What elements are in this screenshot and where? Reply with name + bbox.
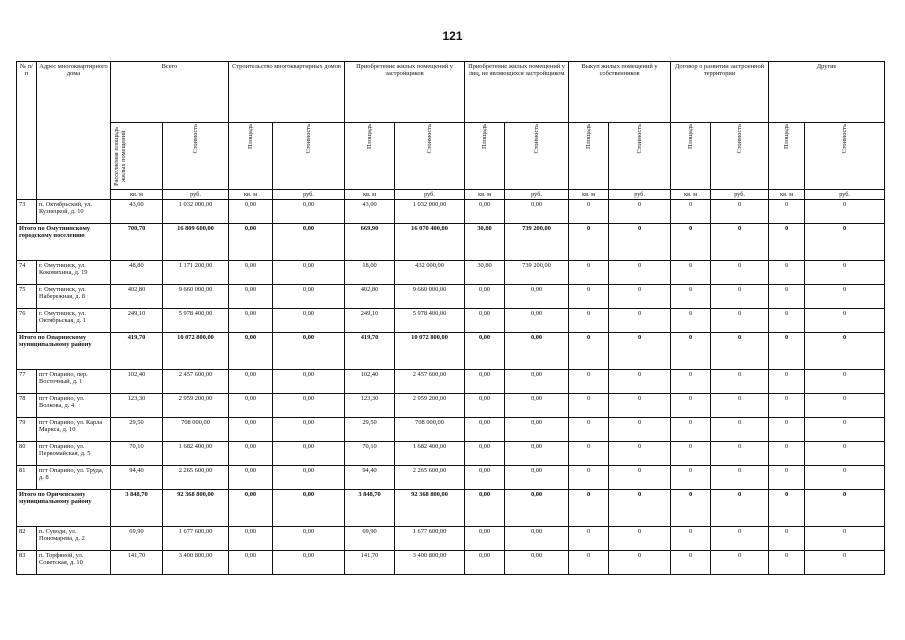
cell: 0	[805, 442, 885, 466]
cell: 419,70	[111, 333, 163, 370]
cell: 0	[569, 224, 609, 261]
cell: 0,00	[505, 309, 569, 333]
header-group-other: Другие	[769, 62, 885, 123]
cell: 0	[805, 527, 885, 551]
table-row	[17, 309, 885, 333]
row-number: 81	[17, 466, 37, 490]
header-group-construction: Строительство многоквартирных домов	[229, 62, 345, 123]
cell: 0	[671, 224, 711, 261]
cell: 0,00	[505, 370, 569, 394]
cell: 0	[769, 261, 805, 285]
table-row	[17, 466, 885, 490]
cell: 1 032 000,00	[395, 200, 465, 224]
cell: 0	[609, 333, 671, 370]
row-address: пгт Опарино, ул. Труда, д. 8	[37, 466, 111, 490]
cell: 432 000,00	[395, 261, 465, 285]
cell: 0	[609, 466, 671, 490]
table-row	[17, 261, 885, 285]
cell: 123,30	[345, 394, 395, 418]
cell: 0	[711, 224, 769, 261]
cell: 0	[569, 466, 609, 490]
total-row	[17, 490, 885, 527]
cell: 30,80	[465, 261, 505, 285]
cell: 0	[609, 224, 671, 261]
cell: 0,00	[229, 442, 273, 466]
cell: 5 978 400,00	[395, 309, 465, 333]
cell: 141,70	[345, 551, 395, 575]
cell: 0	[805, 370, 885, 394]
cell: 0	[671, 394, 711, 418]
cell: 1 682 400,00	[395, 442, 465, 466]
cell: 3 848,70	[111, 490, 163, 527]
subheader-row	[17, 123, 885, 190]
cell: 0,00	[505, 333, 569, 370]
cell: 29,50	[111, 418, 163, 442]
header-group-developer-purchase: Приобретение жилых помещений у застройщиков	[345, 62, 465, 123]
subheader-area: Площадь	[585, 124, 593, 149]
unit-cost: руб.	[505, 190, 569, 200]
cell: 0	[569, 370, 609, 394]
cell: 0	[609, 370, 671, 394]
cell: 0	[769, 333, 805, 370]
cell: 0	[769, 200, 805, 224]
cell: 0,00	[229, 370, 273, 394]
table-row	[17, 442, 885, 466]
cell: 0	[805, 333, 885, 370]
cell: 123,30	[111, 394, 163, 418]
cell: 0	[569, 418, 609, 442]
unit-area: кв. м	[671, 190, 711, 200]
unit-area: кв. м	[229, 190, 273, 200]
row-number: 73	[17, 200, 37, 224]
cell: 0	[609, 309, 671, 333]
cell: 0,00	[229, 394, 273, 418]
cell: 0	[671, 490, 711, 527]
cell: 0,00	[229, 285, 273, 309]
unit-area: кв. м	[111, 190, 163, 200]
cell: 0,00	[229, 224, 273, 261]
cell: 0,00	[273, 394, 345, 418]
cell: 0	[711, 394, 769, 418]
unit-cost: руб.	[711, 190, 769, 200]
cell: 0,00	[465, 418, 505, 442]
cell: 0	[711, 466, 769, 490]
cell: 0,00	[505, 527, 569, 551]
table-body	[17, 200, 885, 575]
cell: 0	[671, 418, 711, 442]
cell: 669,90	[345, 224, 395, 261]
row-address: пгт Опарино, пер. Восточный, д. 1	[37, 370, 111, 394]
subheader-area-total: Расселяемая площадь жилых помещений	[113, 126, 128, 186]
table-row	[17, 370, 885, 394]
header-group-nondeveloper-purchase: Приобретение жилых помещений у лиц, не являющихся застройщиком	[465, 62, 569, 123]
unit-area: кв. м	[465, 190, 505, 200]
cell: 0	[769, 527, 805, 551]
cell: 1 677 600,00	[163, 527, 229, 551]
cell: 0	[609, 261, 671, 285]
cell: 92 368 800,00	[395, 490, 465, 527]
cell: 0	[609, 527, 671, 551]
cell: 69,90	[111, 527, 163, 551]
cell: 0,00	[465, 551, 505, 575]
cell: 0,00	[229, 200, 273, 224]
unit-cost: руб.	[273, 190, 345, 200]
cell: 0,00	[229, 418, 273, 442]
cell: 5 978 400,00	[163, 309, 229, 333]
cell: 0,00	[229, 309, 273, 333]
cell: 0	[569, 200, 609, 224]
unit-area: кв. м	[769, 190, 805, 200]
cell: 0	[769, 285, 805, 309]
cell: 0	[569, 333, 609, 370]
table-row	[17, 200, 885, 224]
cell: 0,00	[465, 370, 505, 394]
total-label: Итого по Опаринскому муниципальному району	[17, 333, 111, 370]
cell: 739 200,00	[505, 261, 569, 285]
cell: 3 400 800,00	[163, 551, 229, 575]
cell: 0,00	[465, 394, 505, 418]
row-address: п. Суводи, ул. Пономарева, д. 2	[37, 527, 111, 551]
cell: 0,00	[465, 527, 505, 551]
cell: 0,00	[505, 418, 569, 442]
units-row	[17, 190, 885, 200]
cell: 0,00	[505, 200, 569, 224]
cell: 0,00	[273, 442, 345, 466]
cell: 708 000,00	[395, 418, 465, 442]
cell: 0,00	[465, 466, 505, 490]
cell: 2 457 600,00	[163, 370, 229, 394]
cell: 0	[769, 309, 805, 333]
cell: 0,00	[273, 200, 345, 224]
row-address: г. Омутнинск, ул. Набережная, д. 8	[37, 285, 111, 309]
cell: 0	[569, 261, 609, 285]
cell: 18,00	[345, 261, 395, 285]
cell: 0	[671, 285, 711, 309]
cell: 0,00	[273, 285, 345, 309]
cell: 402,80	[111, 285, 163, 309]
cell: 0,00	[273, 224, 345, 261]
header-group-development-agreement: Договор о развитии застроенной территории	[671, 62, 769, 123]
cell: 0	[711, 418, 769, 442]
cell: 249,10	[345, 309, 395, 333]
cell: 0	[671, 333, 711, 370]
subheader-cost: Стоимость	[426, 124, 433, 154]
cell: 1 032 000,00	[163, 200, 229, 224]
cell: 0,00	[273, 551, 345, 575]
cell: 0	[711, 285, 769, 309]
cell: 9 660 000,00	[163, 285, 229, 309]
unit-area: кв. м	[569, 190, 609, 200]
table-row	[17, 285, 885, 309]
cell: 0	[805, 309, 885, 333]
cell: 0,00	[465, 333, 505, 370]
cell: 708 000,00	[163, 418, 229, 442]
cell: 94,40	[345, 466, 395, 490]
cell: 402,80	[345, 285, 395, 309]
row-number: 74	[17, 261, 37, 285]
cell: 2 457 600,00	[395, 370, 465, 394]
row-address: пгт Опарино, ул. Карла Маркса, д. 10	[37, 418, 111, 442]
row-address: г. Омутнинск, ул. Коковихина, д. 19	[37, 261, 111, 285]
cell: 0	[711, 333, 769, 370]
cell: 70,10	[111, 442, 163, 466]
cell: 0	[769, 466, 805, 490]
row-address: п. Октябрьский, ул. Кузнецкой, д. 10	[37, 200, 111, 224]
cell: 0	[769, 551, 805, 575]
cell: 0	[711, 490, 769, 527]
cell: 0	[711, 200, 769, 224]
cell: 0,00	[229, 261, 273, 285]
cell: 0	[609, 394, 671, 418]
cell: 0,00	[465, 490, 505, 527]
cell: 0	[769, 394, 805, 418]
cell: 0,00	[505, 490, 569, 527]
cell: 0	[769, 370, 805, 394]
cell: 0	[711, 442, 769, 466]
cell: 0	[569, 285, 609, 309]
cell: 70,10	[345, 442, 395, 466]
subheader-cost: Стоимость	[841, 124, 849, 154]
cell: 0,00	[465, 309, 505, 333]
cell: 0,00	[505, 442, 569, 466]
row-number: 80	[17, 442, 37, 466]
cell: 0,00	[229, 490, 273, 527]
cell: 700,70	[111, 224, 163, 261]
cell: 2 959 200,00	[163, 394, 229, 418]
cell: 0	[569, 527, 609, 551]
cell: 0,00	[505, 394, 569, 418]
cell: 0,00	[505, 466, 569, 490]
row-number: 79	[17, 418, 37, 442]
cell: 0	[769, 442, 805, 466]
table-row	[17, 527, 885, 551]
cell: 10 072 800,00	[395, 333, 465, 370]
cell: 0,00	[505, 551, 569, 575]
cell: 3 400 800,00	[395, 551, 465, 575]
cell: 0	[609, 418, 671, 442]
total-label: Итого по Омутнинскому городскому поселению	[17, 224, 111, 261]
row-number: 83	[17, 551, 37, 575]
cell: 0	[711, 370, 769, 394]
total-label: Итого по Оричевскому муниципальному району	[17, 490, 111, 527]
cell: 0,00	[273, 333, 345, 370]
cell: 0	[671, 261, 711, 285]
header-group-buyout: Выкуп жилых помещений у собственников	[569, 62, 671, 123]
subheader-cost: Стоимость	[636, 124, 644, 154]
table-row	[17, 394, 885, 418]
cell: 0	[569, 394, 609, 418]
cell: 0	[805, 394, 885, 418]
cell: 0	[671, 466, 711, 490]
row-number: 78	[17, 394, 37, 418]
subheader-cost: Стоимость	[191, 124, 199, 154]
cell: 2 265 600,00	[163, 466, 229, 490]
cell: 0	[769, 490, 805, 527]
subheader-area: Площадь	[246, 124, 254, 149]
cell: 0	[805, 466, 885, 490]
header-no: № п/п	[17, 62, 37, 200]
cell: 739 200,00	[505, 224, 569, 261]
subheader-cost: Стоимость	[305, 124, 312, 154]
cell: 0	[805, 200, 885, 224]
cell: 0,00	[465, 200, 505, 224]
cell: 0,00	[465, 285, 505, 309]
cell: 1 682 400,00	[163, 442, 229, 466]
cell: 0,00	[505, 285, 569, 309]
cell: 0	[805, 261, 885, 285]
cell: 0	[711, 551, 769, 575]
header-row	[17, 62, 885, 123]
cell: 0,00	[273, 490, 345, 527]
cell: 0,00	[229, 551, 273, 575]
cell: 419,70	[345, 333, 395, 370]
cell: 48,80	[111, 261, 163, 285]
table-row	[17, 551, 885, 575]
cell: 0	[711, 527, 769, 551]
cell: 0	[711, 309, 769, 333]
cell: 92 368 800,00	[163, 490, 229, 527]
table-row	[17, 418, 885, 442]
cell: 0	[609, 200, 671, 224]
cell: 43,00	[111, 200, 163, 224]
unit-cost: руб.	[805, 190, 885, 200]
cell: 10 072 800,00	[163, 333, 229, 370]
cell: 0	[569, 442, 609, 466]
cell: 0	[671, 370, 711, 394]
cell: 0	[569, 551, 609, 575]
cell: 0,00	[273, 527, 345, 551]
cell: 0	[671, 551, 711, 575]
cell: 0,00	[465, 442, 505, 466]
cell: 141,70	[111, 551, 163, 575]
row-number: 76	[17, 309, 37, 333]
cell: 69,90	[345, 527, 395, 551]
row-address: пгт Опарино, ул. Волкова, д. 4	[37, 394, 111, 418]
cell: 2 265 600,00	[395, 466, 465, 490]
unit-cost: руб.	[609, 190, 671, 200]
cell: 1 677 600,00	[395, 527, 465, 551]
cell: 0	[805, 418, 885, 442]
cell: 94,40	[111, 466, 163, 490]
cell: 0	[609, 490, 671, 527]
subheader-area: Площадь	[687, 124, 695, 149]
cell: 0	[609, 442, 671, 466]
total-row	[17, 224, 885, 261]
cell: 0	[805, 224, 885, 261]
cell: 0	[569, 309, 609, 333]
row-address: пгт Опарино, ул. Первомайская, д. 5	[37, 442, 111, 466]
subheader-area: Площадь	[481, 124, 488, 149]
cell: 43,00	[345, 200, 395, 224]
cell: 0	[671, 309, 711, 333]
row-number: 77	[17, 370, 37, 394]
cell: 0	[805, 285, 885, 309]
cell: 0,00	[273, 309, 345, 333]
row-number: 75	[17, 285, 37, 309]
unit-cost: руб.	[163, 190, 229, 200]
cell: 3 848,70	[345, 490, 395, 527]
cell: 0	[805, 490, 885, 527]
cell: 16 070 400,00	[395, 224, 465, 261]
cell: 0	[609, 551, 671, 575]
cell: 0	[769, 224, 805, 261]
total-row	[17, 333, 885, 370]
cell: 0,00	[273, 466, 345, 490]
cell: 1 171 200,00	[163, 261, 229, 285]
subheader-cost: Стоимость	[736, 124, 744, 154]
header-address: Адрес многоквартирного дома	[37, 62, 111, 200]
cell: 0	[711, 261, 769, 285]
cell: 249,10	[111, 309, 163, 333]
cell: 102,40	[345, 370, 395, 394]
subheader-area: Площадь	[366, 124, 373, 149]
cell: 102,40	[111, 370, 163, 394]
subheader-cost: Стоимость	[533, 124, 541, 154]
row-address: г. Омутнинск, ул. Октябрьская, д. 1	[37, 309, 111, 333]
resettlement-table	[16, 61, 885, 575]
cell: 0,00	[229, 466, 273, 490]
unit-cost: руб.	[395, 190, 465, 200]
cell: 2 959 200,00	[395, 394, 465, 418]
cell: 0	[805, 551, 885, 575]
cell: 0,00	[229, 527, 273, 551]
cell: 0,00	[273, 261, 345, 285]
cell: 16 809 600,00	[163, 224, 229, 261]
cell: 0,00	[229, 333, 273, 370]
header-group-total: Всего	[111, 62, 229, 123]
cell: 0,00	[273, 370, 345, 394]
unit-area: кв. м	[345, 190, 395, 200]
cell: 0	[671, 442, 711, 466]
row-address: п. Торфяной, ул. Советская, д. 10	[37, 551, 111, 575]
cell: 9 660 000,00	[395, 285, 465, 309]
row-number: 82	[17, 527, 37, 551]
cell: 0,00	[273, 418, 345, 442]
subheader-area: Площадь	[783, 124, 791, 149]
cell: 0	[671, 200, 711, 224]
cell: 0	[609, 285, 671, 309]
cell: 0	[671, 527, 711, 551]
cell: 0	[769, 418, 805, 442]
page-number: 121	[442, 29, 463, 43]
cell: 30,80	[465, 224, 505, 261]
cell: 29,50	[345, 418, 395, 442]
cell: 0	[569, 490, 609, 527]
